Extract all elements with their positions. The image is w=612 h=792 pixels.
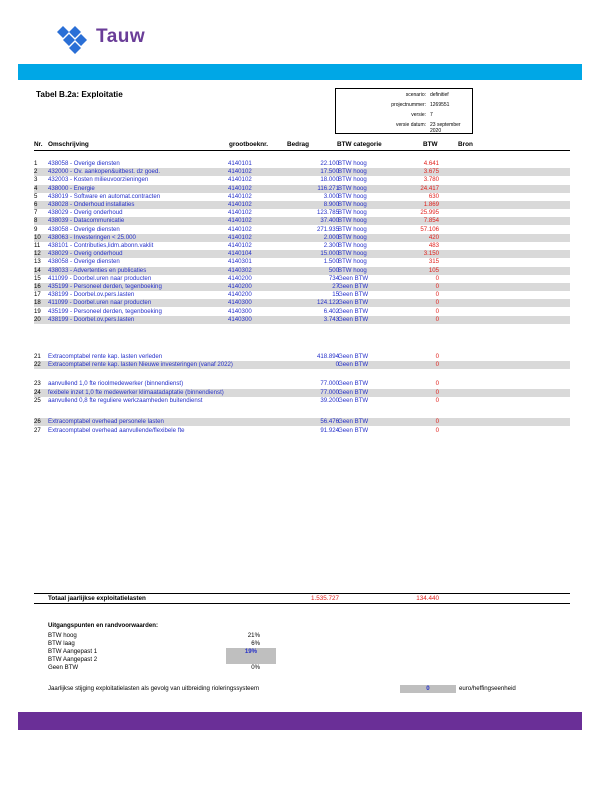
row-omschrijving: 435199 - Personeel derden, tegenboeking xyxy=(48,307,162,315)
row-bedrag: 1.500 xyxy=(323,258,339,266)
uitgangspunten-title: Uitgangspunten en randvoorwaarden: xyxy=(48,622,159,629)
meta-label: versie datum: xyxy=(395,122,426,128)
row-categorie: BTW hoog xyxy=(338,242,367,249)
row-bedrag: 15.000 xyxy=(320,250,339,258)
param-value: 6% xyxy=(251,640,260,647)
totals-btw: 134.440 xyxy=(416,595,439,602)
table-row xyxy=(34,226,570,234)
row-number: 5 xyxy=(34,192,38,200)
row-categorie: Geen BTW xyxy=(338,299,369,307)
row-bedrag: 17.500 xyxy=(320,168,339,176)
row-categorie: BTW hoog xyxy=(338,160,367,167)
row-number: 8 xyxy=(34,217,38,225)
table-row xyxy=(34,217,570,225)
row-omschrijving: 438058 - Overige diensten xyxy=(48,225,120,233)
meta-value: 1269551 xyxy=(430,102,450,108)
row-number: 12 xyxy=(34,250,41,258)
row-btw: 0 xyxy=(435,426,439,434)
row-btw: 3.675 xyxy=(423,168,439,176)
row-omschrijving: 411099 - Doorbel.uren naar producten xyxy=(48,274,152,282)
row-btw: 0 xyxy=(435,397,439,405)
row-number: 7 xyxy=(34,209,38,217)
meta-label: scenario: xyxy=(405,92,426,98)
row-grootboek: 4140102 xyxy=(228,233,252,241)
row-bedrag: 2.300 xyxy=(323,242,339,249)
row-bedrag: 27 xyxy=(332,283,339,290)
meta-value: 7 xyxy=(430,112,433,118)
row-omschrijving: aanvullend 0,8 fte reguliere werkzaamheden buitendienst xyxy=(48,397,203,405)
row-number: 14 xyxy=(34,266,41,274)
header-omschrijving: Omschrijving xyxy=(48,141,89,148)
table-row xyxy=(34,275,570,283)
header-btw: BTW xyxy=(423,141,438,148)
row-grootboek: 4140102 xyxy=(228,217,252,225)
row-bedrag: 124.122 xyxy=(316,299,339,307)
row-categorie: BTW hoog xyxy=(338,176,367,184)
totals-row xyxy=(34,594,570,603)
row-bedrag: 77.000 xyxy=(320,380,339,387)
row-categorie: Geen BTW xyxy=(338,380,369,387)
row-bedrag: 734 xyxy=(328,274,339,282)
row-btw: 0 xyxy=(435,299,439,307)
row-btw: 3.150 xyxy=(423,250,439,258)
bottom-banner xyxy=(18,712,582,730)
row-omschrijving: 438039 - Datacommunicatie xyxy=(48,217,125,225)
row-categorie: Geen BTW xyxy=(338,291,369,299)
table-row xyxy=(34,291,570,299)
row-bedrag: 77.000 xyxy=(320,388,339,396)
row-number: 9 xyxy=(34,225,38,233)
row-grootboek: 4140102 xyxy=(228,176,252,184)
row-omschrijving: 438063 - Investeringen < 25.000 xyxy=(48,233,136,241)
table-row xyxy=(34,299,570,307)
param-value-input[interactable]: 19% xyxy=(226,648,276,664)
row-number: 3 xyxy=(34,176,38,184)
row-btw: 0 xyxy=(435,388,439,396)
row-number: 18 xyxy=(34,299,41,307)
header-nr: Nr. xyxy=(34,141,43,148)
row-btw: 315 xyxy=(428,258,439,266)
row-btw: 0 xyxy=(435,361,439,369)
row-grootboek: 4140101 xyxy=(228,160,252,167)
row-btw: 3.780 xyxy=(423,176,439,184)
row-categorie: Geen BTW xyxy=(338,418,369,425)
row-omschrijving: 438029 - Overig onderhoud xyxy=(48,250,123,258)
row-number: 23 xyxy=(34,380,41,387)
row-omschrijving: Extracomptabel overhead personele lasten xyxy=(48,418,164,425)
table-row xyxy=(34,258,570,266)
row-btw: 420 xyxy=(428,233,439,241)
stijging-input[interactable]: 0 xyxy=(400,685,456,693)
table-row xyxy=(34,193,570,201)
table-row xyxy=(34,209,570,217)
row-grootboek: 4140300 xyxy=(228,299,252,307)
row-btw: 0 xyxy=(435,380,439,387)
row-grootboek: 4140104 xyxy=(228,250,252,258)
row-number: 21 xyxy=(34,353,41,360)
row-grootboek: 4140300 xyxy=(228,307,252,315)
row-categorie: BTW hoog xyxy=(338,250,367,258)
row-categorie: Geen BTW xyxy=(338,274,369,282)
row-bedrag: 2.000 xyxy=(323,233,339,241)
row-categorie: Geen BTW xyxy=(338,353,369,360)
header-divider xyxy=(34,150,570,151)
row-categorie: Geen BTW xyxy=(338,426,369,434)
row-omschrijving: 438058 - Overige diensten xyxy=(48,258,120,266)
param-label: BTW Aangepast 2 xyxy=(48,656,98,663)
row-omschrijving: 435199 - Personeel derden, tegenboeking xyxy=(48,283,162,290)
row-bedrag: 116.271 xyxy=(317,184,339,192)
totals-bedrag: 1.535.727 xyxy=(310,595,339,602)
row-bedrag: 0 xyxy=(335,361,339,369)
row-number: 26 xyxy=(34,418,41,425)
row-categorie: BTW hoog xyxy=(338,258,367,266)
row-bedrag: 123.785 xyxy=(316,209,339,217)
row-btw: 4.641 xyxy=(423,160,439,167)
row-grootboek: 4140301 xyxy=(228,258,252,266)
row-btw: 0 xyxy=(435,274,439,282)
table-row xyxy=(34,389,570,397)
row-omschrijving: Extracomptabel rente kap. lasten verleden xyxy=(48,353,163,360)
row-number: 27 xyxy=(34,426,41,434)
table-row xyxy=(34,353,570,361)
table-row xyxy=(34,185,570,193)
row-grootboek: 4140200 xyxy=(228,291,252,299)
row-bedrag: 3.743 xyxy=(323,315,339,323)
row-omschrijving: 438199 - Doorbel.ov.pers.lasten xyxy=(48,315,135,323)
meta-label: versie: xyxy=(411,112,426,118)
meta-label: projectnummer: xyxy=(391,102,426,108)
row-number: 10 xyxy=(34,233,41,241)
row-categorie: BTW hoog xyxy=(338,266,367,274)
row-btw: 0 xyxy=(435,353,439,360)
row-bedrag: 39.200 xyxy=(320,397,339,405)
tauw-logo-icon xyxy=(53,24,87,54)
row-grootboek: 4140102 xyxy=(228,168,252,176)
row-bedrag: 15 xyxy=(332,291,339,299)
row-btw: 483 xyxy=(428,242,439,249)
row-grootboek: 4140102 xyxy=(228,225,252,233)
header-grootboek: grootboeknr. xyxy=(229,141,269,148)
row-number: 24 xyxy=(34,388,41,396)
row-omschrijving: 438033 - Advertenties en publicaties xyxy=(48,266,147,274)
row-btw: 7.854 xyxy=(423,217,439,225)
table-row xyxy=(34,201,570,209)
row-bedrag: 18.000 xyxy=(320,176,339,184)
stijging-unit: euro/heffingseenheid xyxy=(459,685,516,692)
header-categorie: BTW categorie xyxy=(337,141,382,148)
row-btw: 0 xyxy=(435,307,439,315)
row-categorie: Geen BTW xyxy=(338,361,369,369)
row-categorie: BTW hoog xyxy=(338,201,367,208)
row-bedrag: 8.900 xyxy=(323,201,339,208)
table-row xyxy=(34,316,570,324)
row-number: 17 xyxy=(34,291,41,299)
row-categorie: BTW hoog xyxy=(338,168,367,176)
row-categorie: BTW hoog xyxy=(338,217,367,225)
row-number: 4 xyxy=(34,184,38,192)
table-row xyxy=(34,160,570,168)
row-bedrag: 91.924 xyxy=(320,426,339,434)
row-number: 20 xyxy=(34,315,41,323)
table-row xyxy=(34,361,570,369)
row-omschrijving: 411099 - Doorbel.uren naar producten xyxy=(48,299,152,307)
header-bron: Bron xyxy=(458,141,473,148)
row-omschrijving: 438101 - Contributies,lidm.abonn.vaklit xyxy=(48,242,154,249)
row-btw: 0 xyxy=(435,418,439,425)
meta-box xyxy=(335,88,473,134)
row-btw: 25.995 xyxy=(420,209,439,217)
table-row xyxy=(34,242,570,250)
row-grootboek: 4140102 xyxy=(228,242,252,249)
row-categorie: Geen BTW xyxy=(338,307,369,315)
meta-value: 23 september 2020 xyxy=(430,122,461,134)
totals-label: Totaal jaarlijkse exploitatielasten xyxy=(48,595,146,602)
row-bedrag: 6.402 xyxy=(323,307,339,315)
row-categorie: Geen BTW xyxy=(338,283,369,290)
row-grootboek: 4140102 xyxy=(228,209,252,217)
table-row xyxy=(34,267,570,275)
header-bedrag: Bedrag xyxy=(287,141,310,148)
param-label: BTW laag xyxy=(48,640,75,647)
table-row xyxy=(34,168,570,176)
table-title: Tabel B.2a: Exploitatie xyxy=(36,90,123,99)
row-number: 25 xyxy=(34,397,41,405)
row-categorie: BTW hoog xyxy=(338,225,367,233)
row-number: 22 xyxy=(34,361,41,369)
row-omschrijving: aanvullend 1,0 fte rioolmedewerker (binnendienst) xyxy=(48,380,184,387)
row-omschrijving: 438058 - Overige diensten xyxy=(48,160,120,167)
row-bedrag: 37.400 xyxy=(320,217,339,225)
param-label: BTW Aangepast 1 xyxy=(48,648,98,655)
row-btw: 24.417 xyxy=(420,184,439,192)
table-row xyxy=(34,283,570,291)
param-value: 21% xyxy=(247,632,260,639)
row-omschrijving: Extracomptabel overhead aanvullende/flexibele fte xyxy=(48,426,185,434)
row-number: 19 xyxy=(34,307,41,315)
param-label: Geen BTW xyxy=(48,664,79,671)
row-number: 1 xyxy=(34,160,38,167)
row-bedrag: 418.894 xyxy=(316,353,339,360)
row-number: 6 xyxy=(34,201,38,208)
row-bedrag: 500 xyxy=(328,266,339,274)
row-categorie: Geen BTW xyxy=(338,315,369,323)
row-bedrag: 56.476 xyxy=(320,418,339,425)
row-number: 11 xyxy=(34,242,41,249)
table-row xyxy=(34,234,570,242)
row-categorie: BTW hoog xyxy=(338,233,367,241)
row-grootboek: 4140200 xyxy=(228,274,252,282)
row-btw: 57.106 xyxy=(420,225,439,233)
table-row xyxy=(34,308,570,316)
row-omschrijving: 438000 - Energie xyxy=(48,184,95,192)
row-omschrijving: Extracomptabel rente kap. lasten Nieuwe investeringen (vanaf 2022) xyxy=(48,361,233,369)
row-categorie: BTW hoog xyxy=(338,184,367,192)
row-number: 16 xyxy=(34,283,41,290)
row-number: 15 xyxy=(34,274,41,282)
brand-name: Tauw xyxy=(96,26,146,47)
table-row xyxy=(34,176,570,184)
row-categorie: Geen BTW xyxy=(338,388,369,396)
row-btw: 0 xyxy=(435,283,439,290)
row-categorie: Geen BTW xyxy=(338,397,369,405)
row-omschrijving: fexibele inzet 1,0 fte medewerker klimaatadaptatie (binnendienst) xyxy=(48,388,224,396)
row-omschrijving: 432003 - Kosten milieuvoorzieningen xyxy=(48,176,149,184)
row-grootboek: 4140302 xyxy=(228,266,252,274)
row-bedrag: 3.000 xyxy=(323,192,339,200)
stijging-label: Jaarlijkse stijging exploitatielasten als gevolg van uitbreiding rioleringssysteem xyxy=(48,685,260,692)
row-omschrijving: 438199 - Doorbel.ov.pers.lasten xyxy=(48,291,135,299)
row-omschrijving: 438028 - Onderhoud installaties xyxy=(48,201,135,208)
top-banner xyxy=(18,64,582,80)
row-grootboek: 4140102 xyxy=(228,192,252,200)
param-value: 0% xyxy=(251,664,260,671)
row-bedrag: 271.935 xyxy=(316,225,339,233)
meta-value: definitief xyxy=(430,92,449,98)
row-omschrijving: 438029 - Overig onderhoud xyxy=(48,209,123,217)
row-omschrijving: 432000 - Ov. aankopen&uitbest. dz goed. xyxy=(48,168,161,176)
total-divider-bottom xyxy=(34,603,570,604)
row-number: 13 xyxy=(34,258,41,266)
row-bedrag: 22.100 xyxy=(320,160,339,167)
row-grootboek: 4140300 xyxy=(228,315,252,323)
row-btw: 0 xyxy=(435,315,439,323)
table-row xyxy=(34,397,570,405)
table-row xyxy=(34,380,570,388)
row-btw: 0 xyxy=(435,291,439,299)
row-omschrijving: 438019 - Software en automat.contracten xyxy=(48,192,161,200)
row-categorie: BTW hoog xyxy=(338,192,367,200)
table-row xyxy=(34,427,570,435)
row-btw: 105 xyxy=(428,266,439,274)
row-grootboek: 4140102 xyxy=(228,184,252,192)
row-grootboek: 4140200 xyxy=(228,283,252,290)
row-number: 2 xyxy=(34,168,38,176)
row-categorie: BTW hoog xyxy=(338,209,367,217)
table-row xyxy=(34,250,570,258)
row-grootboek: 4140102 xyxy=(228,201,252,208)
param-label: BTW hoog xyxy=(48,632,77,639)
table-row xyxy=(34,418,570,426)
row-btw: 1.869 xyxy=(423,201,439,208)
row-btw: 630 xyxy=(428,192,439,200)
